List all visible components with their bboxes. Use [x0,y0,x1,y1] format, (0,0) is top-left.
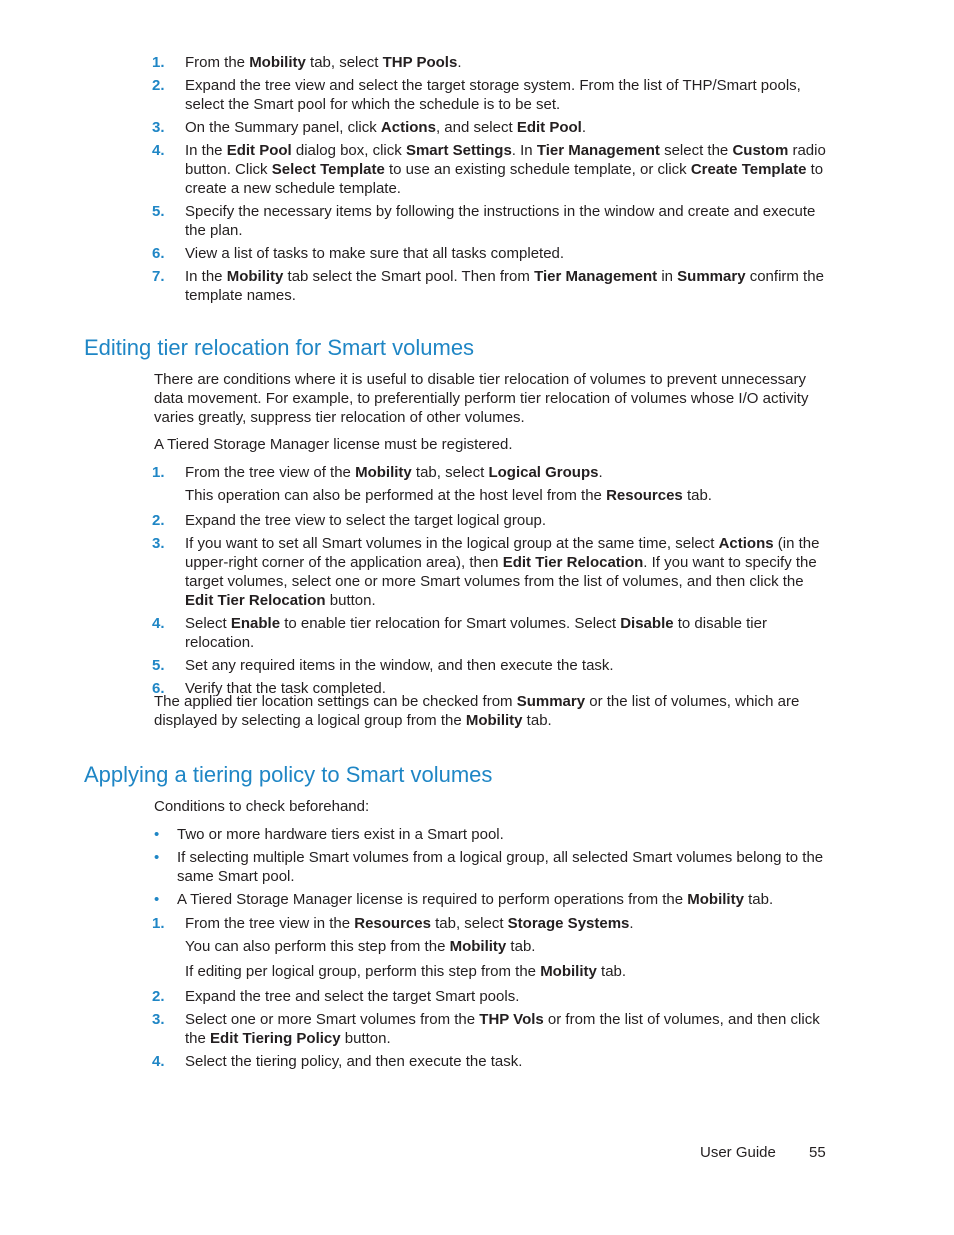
ui-term: Enable [230,615,281,632]
ui-term: Tier Management [536,142,660,159]
step-number: 1. [152,54,165,71]
section2-intro: Conditions to check beforehand: [154,798,370,815]
ui-term: Create Template [690,161,807,178]
procedure-step [152,534,832,610]
procedure-step [152,1010,832,1048]
step-number: 2. [152,77,165,94]
step-text: View a list of tasks to make sure that all tasks completed. [185,245,565,262]
ui-term: Select Template [271,161,385,178]
step-number: 4. [152,1053,165,1070]
footer-label: User Guide [700,1144,776,1161]
step-text: Expand the tree view to select the target logical group. [185,512,547,529]
step-text: If you want to set all Smart volumes in the logical group at the same time, select Actions (in the upper-right corner of the application area), then Edit Tier Relocation. If you want to specify the target volumes, select one or more Smart volumes from the list of volumes, and then click the Edit Tier Relocation button. [185,535,820,609]
section1-license-note: A Tiered Storage Manager license must be registered. [154,436,513,453]
ui-term: Actions [718,535,774,552]
ui-term: Mobility [540,963,597,980]
step-number: 5. [152,657,165,674]
step-text: Expand the tree view and select the target storage system. From the list of THP/Smart pools, select the Smart pool for which the schedule is to be set. [185,77,801,113]
procedure-step [152,118,832,137]
condition-text: A Tiered Storage Manager license is required to perform operations from the Mobility tab. [177,891,774,908]
section1-intro: There are conditions where it is useful to disable tier relocation of volumes to prevent unnecessary data movement. For example, to preferentially perform tier relocation of volumes whose I/O activity varies greatly, suppress tier relocation of other volumes. [154,371,809,426]
procedure-list-schedule [152,53,832,309]
condition-item [152,890,832,909]
ui-term: Mobility [465,712,523,729]
step-number: 6. [152,245,165,262]
ui-term: Mobility [249,54,306,71]
ui-term: Resources [354,915,431,932]
section-heading-applying-tiering-policy: Applying a tiering policy to Smart volumes [84,762,493,787]
condition-item [152,848,832,886]
ui-term: Mobility [355,464,412,481]
conditions-list [152,825,832,913]
procedure-step [152,267,832,305]
step-note: If editing per logical group, perform this step from the Mobility tab. [185,963,627,980]
procedure-step [152,914,832,981]
step-text: Expand the tree and select the target Smart pools. [185,988,520,1005]
ui-term: Edit Tier Relocation [502,554,644,571]
section-heading-editing-tier-relocation: Editing tier relocation for Smart volumes [84,335,475,360]
condition-item [152,825,832,844]
step-text: Specify the necessary items by following the instructions in the window and create and execute the plan. [185,203,816,239]
step-text: Select one or more Smart volumes from the THP Vols or from the list of volumes, and then click the Edit Tiering Policy button. [185,1011,820,1047]
step-note: This operation can also be performed at the host level from the Resources tab. [185,487,712,504]
ui-term: THP Pools [382,54,458,71]
step-text: From the tree view in the Resources tab, select Storage Systems. [185,915,634,932]
step-text: Select the tiering policy, and then execute the task. [185,1053,523,1070]
ui-term: THP Vols [479,1011,544,1028]
ui-term: Edit Tier Relocation [185,592,326,609]
procedure-step [152,614,832,652]
procedure-step [152,987,832,1006]
bullet-icon: • [154,826,160,843]
ui-term: Edit Pool [226,142,292,159]
procedure-step [152,244,832,263]
ui-term: Custom [732,142,789,159]
page-number: 55 [809,1144,826,1161]
step-note: You can also perform this step from the Mobility tab. [185,938,536,955]
ui-term: Summary [677,268,746,285]
procedure-list-tier-relocation [152,463,832,702]
ui-term: Summary [516,693,586,710]
step-text: On the Summary panel, click Actions, and select Edit Pool. [185,119,586,136]
ui-term: Actions [380,119,436,136]
ui-term: Edit Pool [516,119,582,136]
ui-term: Disable [620,615,674,632]
procedure-list-tiering-policy [152,914,832,1075]
step-number: 6. [152,680,165,697]
procedure-step [152,463,832,505]
step-number: 7. [152,268,165,285]
step-text: Verify that the task completed. [185,680,386,697]
condition-text: If selecting multiple Smart volumes from a logical group, all selected Smart volumes belong to the same Smart pool. [177,849,824,885]
step-text: Set any required items in the window, and then execute the task. [185,657,614,674]
ui-term: Logical Groups [488,464,599,481]
step-number: 4. [152,142,165,159]
ui-term: Resources [606,487,683,504]
section1-closing: The applied tier location settings can be checked from Summary or the list of volumes, which are displayed by selecting a logical group from the Mobility tab. [154,693,800,729]
procedure-step [152,53,832,72]
step-text: Select Enable to enable tier relocation for Smart volumes. Select Disable to disable tier relocation. [185,615,767,651]
procedure-step [152,76,832,114]
condition-text: Two or more hardware tiers exist in a Smart pool. [177,826,504,843]
step-number: 5. [152,203,165,220]
ui-term: Mobility [449,938,507,955]
step-number: 4. [152,615,165,632]
step-text: In the Mobility tab select the Smart pool. Then from Tier Management in Summary confirm the template names. [185,268,824,304]
procedure-step [152,511,832,530]
bullet-icon: • [154,891,160,908]
procedure-step [152,202,832,240]
ui-term: Smart Settings [405,142,512,159]
step-number: 1. [152,464,165,481]
step-text: From the Mobility tab, select THP Pools. [185,54,462,71]
ui-term: Mobility [226,268,284,285]
procedure-step [152,1052,832,1071]
bullet-icon: • [154,849,160,866]
step-number: 2. [152,512,165,529]
ui-term: Mobility [687,891,744,908]
step-text: In the Edit Pool dialog box, click Smart Settings. In Tier Management select the Custom radio button. Click Select Template to use an existing schedule template, or click Create Template to create a new schedule template. [185,142,826,197]
step-number: 3. [152,1011,165,1028]
ui-term: Edit Tiering Policy [210,1030,341,1047]
step-text: From the tree view of the Mobility tab, select Logical Groups. [185,464,603,481]
step-number: 2. [152,988,165,1005]
ui-term: Storage Systems [507,915,630,932]
procedure-step [152,141,832,198]
step-number: 3. [152,119,165,136]
step-number: 3. [152,535,165,552]
ui-term: Tier Management [534,268,658,285]
step-number: 1. [152,915,165,932]
procedure-step [152,656,832,675]
